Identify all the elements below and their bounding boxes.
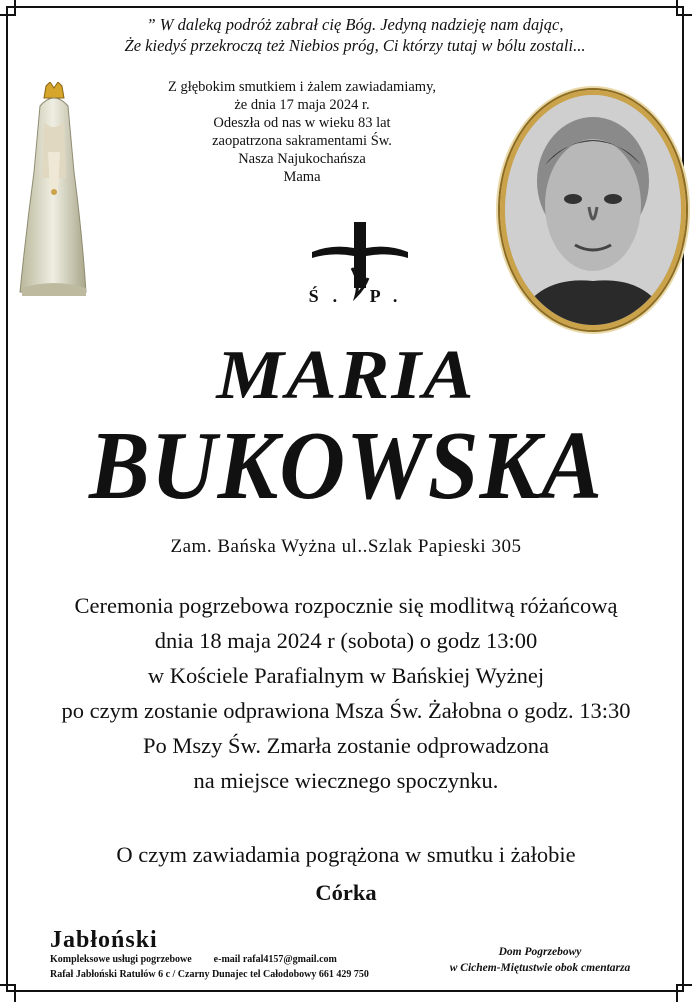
- epitaph-quote: [40, 14, 670, 56]
- address-phone-text: Rafał Jabłoński Ratułów 6 c / Czarny Dunajec tel Całodobowy 661 429 750: [50, 969, 369, 980]
- deceased-surname: BUKOWSKA: [89, 412, 603, 520]
- ceremony-line: dnia 18 maja 2024 r (sobota) o godz 13:00: [154, 628, 538, 653]
- funeral-home-location: [430, 944, 650, 976]
- frame-corner-top-left: [0, 0, 16, 16]
- ceremony-line: na miejsce wiecznego spoczynku.: [193, 768, 499, 793]
- frame-bottom-line: [6, 990, 684, 992]
- announcement-intro: [112, 78, 492, 186]
- signed-by: Córka: [315, 880, 377, 905]
- closing-notice: [0, 840, 692, 908]
- email-text: e-mail rafal4157@gmail.com: [213, 954, 337, 965]
- deceased-address: Zam. Bańska Wyżna ul..Szlak Papieski 305: [170, 536, 522, 557]
- ceremony-line: Ceremonia pogrzebowa rozpocznie się modlitwą różańcową: [74, 593, 618, 618]
- ceremony-line: po czym zostanie odprawiona Msza Św. Żałobna o godz. 13:30: [61, 698, 631, 723]
- home-line-2: w Cichem-Miętustwie obok cmentarza: [449, 962, 631, 974]
- funeral-home-contact: [50, 928, 450, 981]
- frame-corner-bottom-left: [0, 984, 16, 1002]
- ceremony-line: Po Mszy Św. Zmarła zostanie odprowadzona: [143, 733, 549, 758]
- intro-line: Odeszła od nas w wieku 83 lat: [213, 115, 391, 131]
- deceased-first-name: MARIA: [216, 336, 476, 414]
- frame-corner-top-right: [676, 0, 692, 16]
- intro-line: zaopatrzona sakramentami Św.: [212, 133, 392, 149]
- portrait-face: [505, 95, 681, 325]
- intro-line: Z głębokim smutkiem i żalem zawiadamiamy,: [167, 79, 437, 95]
- services-text: Kompleksowe usługi pogrzebowe: [50, 954, 192, 965]
- quote-line-1: ” W daleką podróż zabrał cię Bóg. Jedyną nadzieję nam dając,: [146, 15, 564, 34]
- funeral-home-logo: Jabłoński: [50, 927, 158, 953]
- quote-line-2: Że kiedyś przekroczą też Niebios próg, Ci którzy tutaj w bólu zostali...: [124, 36, 586, 55]
- ceremony-details: [30, 588, 662, 798]
- intro-line: Mama: [283, 169, 321, 185]
- madonna-statue-image: [12, 82, 94, 300]
- closing-text: O czym zawiadamia pogrążona w smutku i żałobie: [116, 842, 576, 867]
- intro-line: że dnia 17 maja 2024 r.: [234, 97, 370, 113]
- home-line-1: Dom Pogrzebowy: [498, 946, 582, 958]
- portrait-photo: [500, 90, 686, 330]
- frame-corner-bottom-right: [676, 984, 692, 1002]
- intro-line: Nasza Najukochańsza: [238, 151, 366, 167]
- sp-abbreviation: Ś. P.: [308, 286, 412, 306]
- ceremony-line: w Kościele Parafialnym w Bańskiej Wyżnej: [147, 663, 545, 688]
- frame-top-line: [6, 6, 684, 8]
